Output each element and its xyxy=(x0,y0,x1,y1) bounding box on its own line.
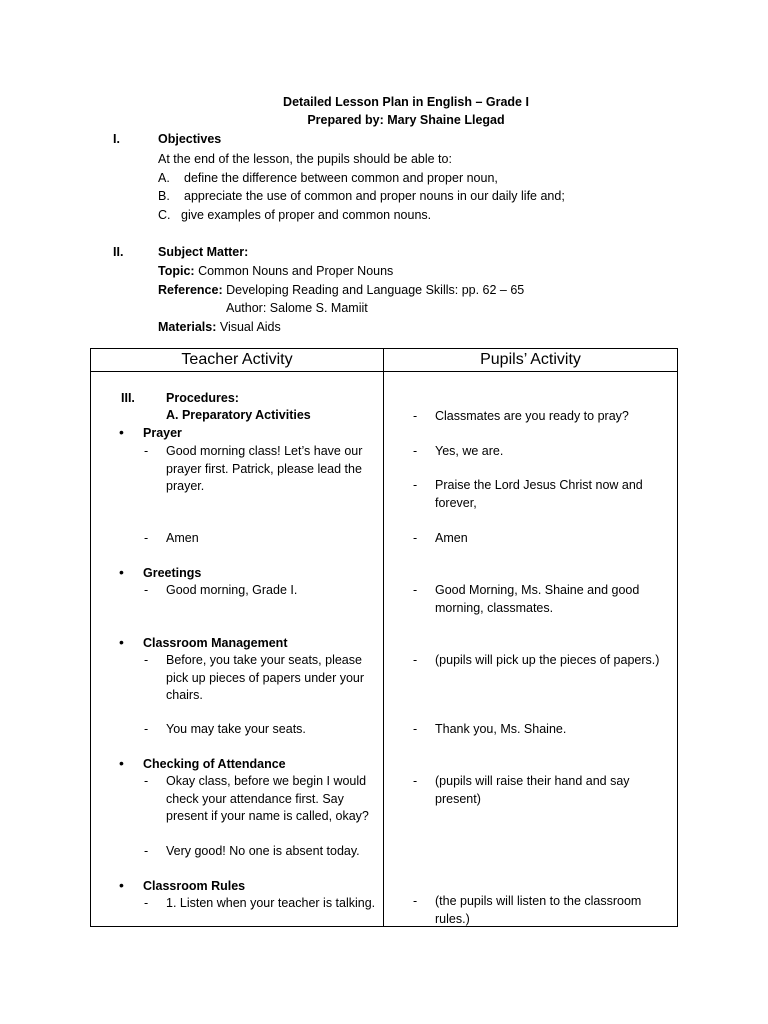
prayer-pupil-3: Praise the Lord Jesus Christ now and forever, xyxy=(435,478,643,510)
dash: - xyxy=(144,896,149,910)
objective-text-c: give examples of proper and common nouns. xyxy=(181,208,432,222)
subject-heading: Subject Matter: xyxy=(158,245,249,259)
topic-line xyxy=(158,263,393,281)
dash: - xyxy=(144,531,149,545)
reference-value: Developing Reading and Language Skills: pp. 62 – 65 xyxy=(226,283,525,297)
dash: - xyxy=(413,722,418,736)
teacher-activity-cell xyxy=(91,372,384,927)
prayer-teacher-1: Good morning class! Let’s have our prayer first. Patrick, please lead the prayer. xyxy=(166,444,363,493)
materials-value: Visual Aids xyxy=(219,320,281,334)
pupils-activity-header: Pupils’ Activity xyxy=(384,349,678,372)
bullet-prayer: • xyxy=(119,424,124,440)
objectives-number: I. xyxy=(113,132,120,146)
management-teacher-1: Before, you take your seats, please pick up pieces of papers under your chairs. xyxy=(166,653,365,702)
rules-pupil-1: (the pupils will listen to the classroom rules.) xyxy=(435,894,642,926)
prayer-pupil-2: Yes, we are. xyxy=(435,444,504,458)
dash: - xyxy=(413,409,418,423)
procedures-heading: Procedures: xyxy=(166,391,239,405)
management-teacher-2: You may take your seats. xyxy=(166,722,306,736)
bullet-rules: • xyxy=(119,877,124,893)
management-pupil-1: (pupils will pick up the pieces of papers.) xyxy=(435,653,660,667)
objective-text-b: appreciate the use of common and proper nouns in our daily life and; xyxy=(184,189,565,203)
dash: - xyxy=(413,478,418,492)
pupils-activity-cell xyxy=(384,372,678,927)
prayer-pupil-4: Amen xyxy=(435,531,468,545)
dash: - xyxy=(144,844,149,858)
dash: - xyxy=(144,774,149,788)
bullet-greetings: • xyxy=(119,564,124,580)
dash: - xyxy=(413,444,418,458)
prayer-pupil-1: Classmates are you ready to pray? xyxy=(435,409,629,423)
dash: - xyxy=(144,583,149,597)
objective-letter-b: B. xyxy=(158,189,170,203)
activity-table xyxy=(90,348,678,927)
author-line: Author: Salome S. Mamiit xyxy=(226,301,368,315)
materials-line xyxy=(158,319,281,337)
rules-teacher-1: 1. Listen when your teacher is talking. xyxy=(166,896,376,910)
dash: - xyxy=(144,653,149,667)
dash: - xyxy=(144,722,149,736)
attendance-heading: Checking of Attendance xyxy=(143,757,286,771)
dash: - xyxy=(144,444,149,458)
management-pupil-2: Thank you, Ms. Shaine. xyxy=(435,722,567,736)
objectives-intro: At the end of the lesson, the pupils should be able to: xyxy=(158,152,452,166)
topic-label: Topic: xyxy=(158,264,195,278)
prayer-heading: Prayer xyxy=(143,426,182,440)
objective-letter-a: A. xyxy=(158,171,170,185)
dash: - xyxy=(413,774,418,788)
objective-letter-c: C. xyxy=(158,208,171,222)
dash: - xyxy=(413,531,418,545)
dash: - xyxy=(413,583,418,597)
greetings-heading: Greetings xyxy=(143,566,202,580)
reference-label: Reference: xyxy=(158,283,223,297)
dash: - xyxy=(413,653,418,667)
attendance-pupil-1: (pupils will raise their hand and say present) xyxy=(435,774,630,806)
subject-number: II. xyxy=(113,245,124,259)
management-heading: Classroom Management xyxy=(143,636,288,650)
document-title: Detailed Lesson Plan in English – Grade I xyxy=(283,95,529,109)
prepared-by: Prepared by: Mary Shaine Llegad xyxy=(307,113,505,127)
reference-line xyxy=(158,282,524,300)
preparatory-activities-heading: A. Preparatory Activities xyxy=(166,408,311,422)
greetings-pupil-1: Good Morning, Ms. Shaine and good morning, classmates. xyxy=(435,583,640,615)
attendance-teacher-1: Okay class, before we begin I would check your attendance first. Say present if your name is called, okay? xyxy=(166,774,369,823)
teacher-activity-header: Teacher Activity xyxy=(91,349,384,372)
topic-value: Common Nouns and Proper Nouns xyxy=(198,264,394,278)
objectives-heading: Objectives xyxy=(158,132,222,146)
prayer-teacher-2: Amen xyxy=(166,531,199,545)
rules-heading: Classroom Rules xyxy=(143,879,246,893)
bullet-attendance: • xyxy=(119,755,124,771)
attendance-teacher-2: Very good! No one is absent today. xyxy=(166,844,360,858)
objective-text-a: define the difference between common and proper noun, xyxy=(184,171,498,185)
bullet-management: • xyxy=(119,634,124,650)
procedures-number: III. xyxy=(121,391,135,405)
greetings-teacher-1: Good morning, Grade I. xyxy=(166,583,298,597)
dash: - xyxy=(413,894,418,908)
materials-label: Materials: xyxy=(158,320,217,334)
